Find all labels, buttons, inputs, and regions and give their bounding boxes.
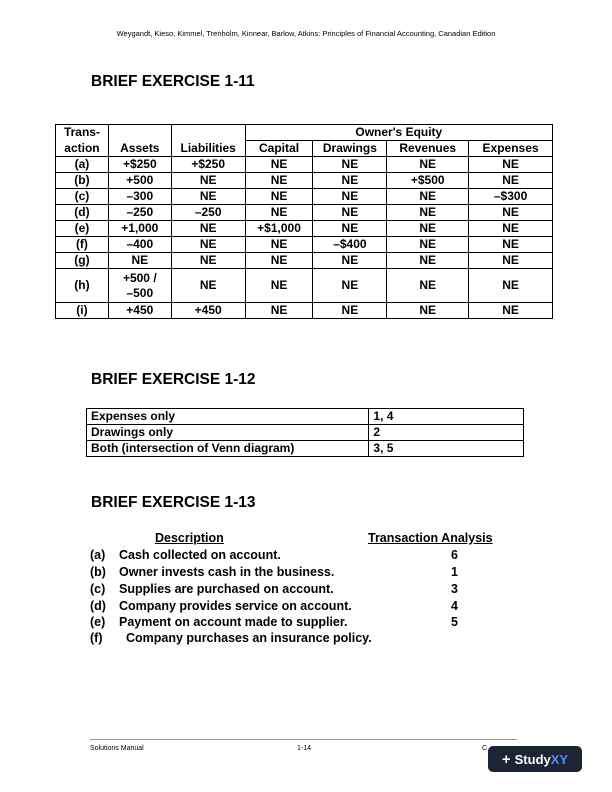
cell: +$1,000 bbox=[245, 221, 313, 237]
table-row bbox=[56, 269, 553, 303]
cell: NE bbox=[387, 221, 469, 237]
cell: (c) bbox=[56, 189, 109, 205]
footer-page-number: 1-14 bbox=[297, 745, 312, 752]
cell: (g) bbox=[56, 253, 109, 269]
cell: NE bbox=[245, 237, 313, 253]
header-liabilities-blank bbox=[171, 125, 245, 141]
cell: NE bbox=[171, 189, 245, 205]
cell: NE bbox=[387, 189, 469, 205]
item-number: 6 bbox=[451, 548, 458, 562]
studyxy-badge[interactable] bbox=[488, 746, 582, 772]
cell: Expenses only bbox=[87, 409, 369, 425]
table-row bbox=[56, 303, 553, 319]
item-number: 3 bbox=[451, 582, 458, 596]
be12-title: BRIEF EXERCISE 1-12 bbox=[91, 371, 256, 388]
item-letter: (a) bbox=[90, 548, 106, 562]
list-item bbox=[90, 582, 510, 598]
footer-left: Solutions Manual bbox=[90, 745, 144, 752]
cell: NE bbox=[245, 173, 313, 189]
header-assets-blank bbox=[108, 125, 171, 141]
header-liabilities: Liabilities bbox=[171, 141, 245, 157]
cell: NE bbox=[245, 303, 313, 319]
cell: NE bbox=[469, 303, 553, 319]
cell: NE bbox=[387, 303, 469, 319]
be11-title: BRIEF EXERCISE 1-11 bbox=[91, 73, 255, 90]
cell: +$250 bbox=[108, 157, 171, 173]
list-item bbox=[90, 615, 510, 631]
badge-study-text: Study bbox=[514, 751, 551, 767]
cell: NE bbox=[313, 303, 387, 319]
cell: –$300 bbox=[469, 189, 553, 205]
cell: NE bbox=[387, 253, 469, 269]
cell: (h) bbox=[56, 269, 109, 303]
cell: +1,000 bbox=[108, 221, 171, 237]
header-revenues: Revenues bbox=[387, 141, 469, 157]
item-text: Cash collected on account. bbox=[119, 548, 281, 562]
cell: NE bbox=[171, 221, 245, 237]
cell: NE bbox=[469, 157, 553, 173]
cell: +$500 bbox=[387, 173, 469, 189]
header-capital: Capital bbox=[245, 141, 313, 157]
list-item bbox=[90, 565, 510, 581]
cell: NE bbox=[387, 237, 469, 253]
description-heading: Description bbox=[155, 531, 224, 545]
cell: NE bbox=[313, 205, 387, 221]
cell: NE bbox=[245, 253, 313, 269]
footer-rule bbox=[90, 739, 517, 740]
cell-h-assets bbox=[108, 269, 171, 303]
cell: NE bbox=[387, 269, 469, 303]
cell: NE bbox=[171, 253, 245, 269]
cell: –250 bbox=[171, 205, 245, 221]
header-expenses: Expenses bbox=[469, 141, 553, 157]
item-letter: (f) bbox=[90, 631, 103, 645]
cell: +500 bbox=[108, 173, 171, 189]
cell: –400 bbox=[108, 237, 171, 253]
header-transaction-bottom: action bbox=[56, 141, 109, 157]
table-row bbox=[56, 157, 553, 173]
table-row bbox=[87, 425, 524, 441]
cell: Both (intersection of Venn diagram) bbox=[87, 441, 369, 457]
item-text: Company purchases an insurance policy. bbox=[126, 631, 372, 645]
cell: NE bbox=[387, 157, 469, 173]
cell: (b) bbox=[56, 173, 109, 189]
list-item bbox=[90, 599, 510, 615]
item-number: 5 bbox=[451, 615, 458, 629]
cell: NE bbox=[313, 221, 387, 237]
cell: (e) bbox=[56, 221, 109, 237]
cell: (i) bbox=[56, 303, 109, 319]
header-owners-equity: Owner's Equity bbox=[245, 125, 552, 141]
cell: (f) bbox=[56, 237, 109, 253]
cell-h-assets-line1: +500 / bbox=[122, 270, 157, 285]
cell: –250 bbox=[108, 205, 171, 221]
cell: +450 bbox=[108, 303, 171, 319]
table-row bbox=[56, 253, 553, 269]
venn-table bbox=[86, 408, 524, 457]
item-text: Owner invests cash in the business. bbox=[119, 565, 335, 579]
item-letter: (b) bbox=[90, 565, 106, 579]
cell: NE bbox=[313, 253, 387, 269]
item-number: 4 bbox=[451, 599, 458, 613]
cell: +$250 bbox=[171, 157, 245, 173]
cell: NE bbox=[245, 269, 313, 303]
table-row bbox=[56, 173, 553, 189]
cell: NE bbox=[245, 205, 313, 221]
cell: NE bbox=[313, 269, 387, 303]
table-row bbox=[56, 189, 553, 205]
cell: NE bbox=[171, 237, 245, 253]
transaction-analysis-heading: Transaction Analysis bbox=[368, 531, 493, 545]
cell: –300 bbox=[108, 189, 171, 205]
cell: NE bbox=[469, 269, 553, 303]
page-header: Weygandt, Kieso, Kimmel, Trenholm, Kinnear, Barlow, Atkins: Principles of Financial Accounting, Canadian Edition bbox=[116, 29, 496, 38]
cell: NE bbox=[313, 157, 387, 173]
cell: 3, 5 bbox=[369, 441, 524, 457]
plus-icon: + bbox=[501, 750, 511, 768]
table-row bbox=[56, 237, 553, 253]
item-text: Supplies are purchased on account. bbox=[119, 582, 334, 596]
item-text: Company provides service on account. bbox=[119, 599, 352, 613]
cell-h-assets-line2: –500 bbox=[126, 285, 154, 300]
cell: NE bbox=[469, 205, 553, 221]
cell: NE bbox=[469, 237, 553, 253]
owners-equity-table bbox=[55, 124, 553, 319]
cell: NE bbox=[171, 173, 245, 189]
cell: NE bbox=[245, 157, 313, 173]
cell: NE bbox=[469, 221, 553, 237]
cell: Drawings only bbox=[87, 425, 369, 441]
item-text: Payment on account made to supplier. bbox=[119, 615, 348, 629]
footer-right: C bbox=[482, 745, 488, 752]
list-item bbox=[90, 631, 510, 647]
cell: NE bbox=[313, 173, 387, 189]
item-number: 1 bbox=[451, 565, 458, 579]
cell: NE bbox=[387, 205, 469, 221]
cell: NE bbox=[245, 189, 313, 205]
be13-title: BRIEF EXERCISE 1-13 bbox=[91, 494, 256, 511]
table-row bbox=[87, 409, 524, 425]
cell: 2 bbox=[369, 425, 524, 441]
item-letter: (c) bbox=[90, 582, 106, 596]
header-transaction-top: Trans- bbox=[56, 125, 109, 141]
cell: +450 bbox=[171, 303, 245, 319]
header-assets: Assets bbox=[108, 141, 171, 157]
cell: 1, 4 bbox=[369, 409, 524, 425]
badge-xy-text: XY bbox=[550, 751, 569, 767]
cell: (a) bbox=[56, 157, 109, 173]
cell: NE bbox=[469, 253, 553, 269]
cell: NE bbox=[469, 173, 553, 189]
cell: NE bbox=[108, 253, 171, 269]
table-row bbox=[87, 441, 524, 457]
item-letter: (e) bbox=[90, 615, 106, 629]
cell: NE bbox=[171, 269, 245, 303]
cell: (d) bbox=[56, 205, 109, 221]
list-item bbox=[90, 548, 510, 564]
table-row bbox=[56, 221, 553, 237]
item-letter: (d) bbox=[90, 599, 106, 613]
cell: –$400 bbox=[313, 237, 387, 253]
table-row bbox=[56, 205, 553, 221]
header-drawings: Drawings bbox=[313, 141, 387, 157]
cell: NE bbox=[313, 189, 387, 205]
